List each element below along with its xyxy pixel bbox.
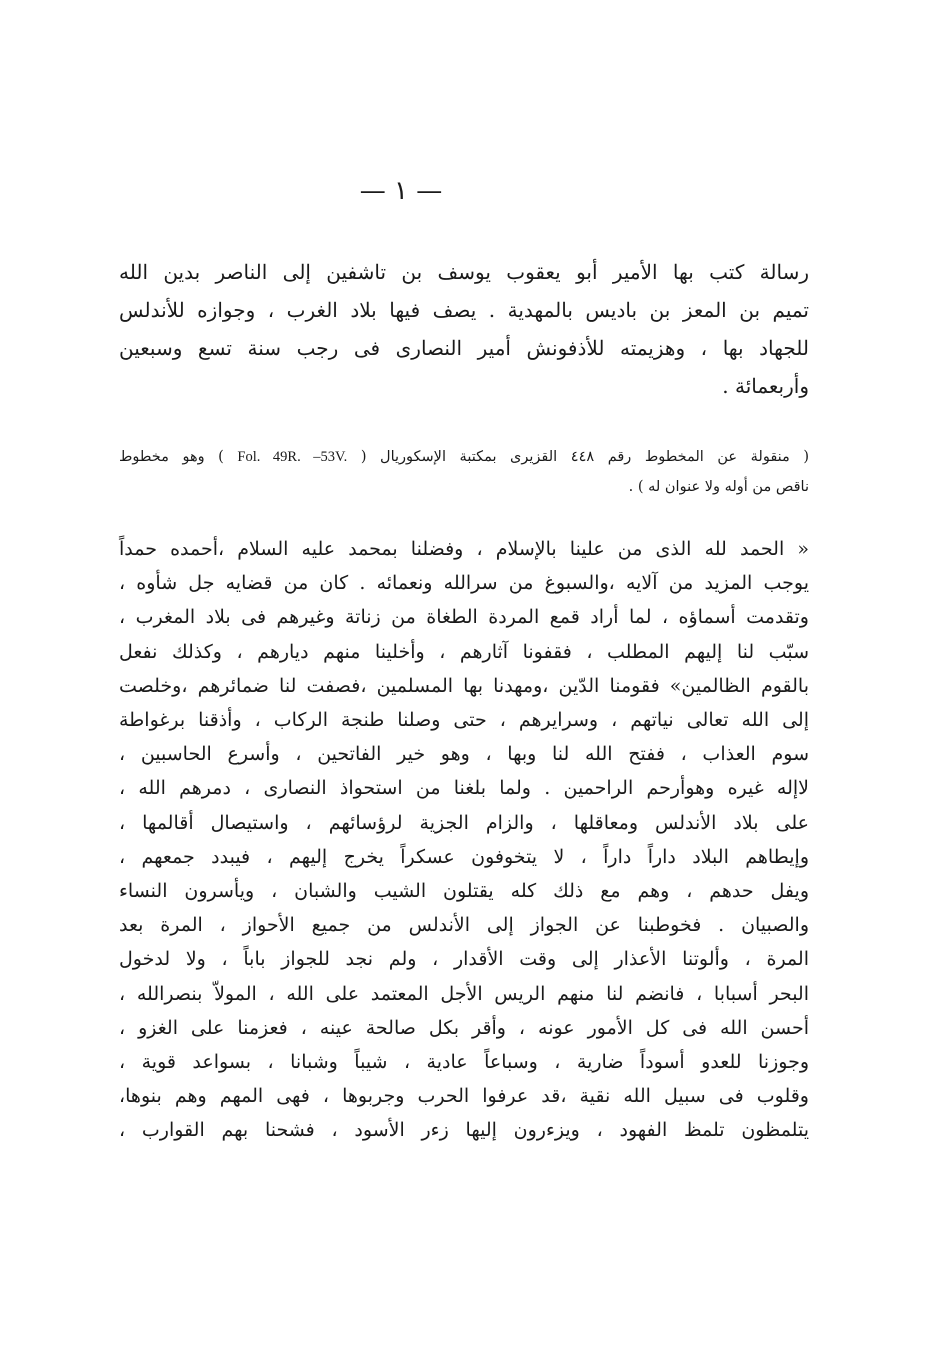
body-line: المرة ، وألوتنا الأعذار إلى وقت الأقدار ، ولم نجد للجواز باباً ، ولا لدخول: [119, 948, 809, 971]
source-note: [119, 442, 809, 502]
body-line: سوم العذاب ، ففتح الله لنا وبها ، وهو خير الفاتحين ، وأسرع الحاسبين ،: [119, 743, 809, 766]
body-line: بالقوم الظالمين» فقومنا الدّين ،ومهدنا بها المسلمين ،فصفت لنا ضمائرهم ،وخلصت: [119, 674, 809, 697]
intro-line: للجهاد بها ، وهزيمته للأذفونش أمير النصارى فى رجب سنة تسع وسبعين: [119, 336, 809, 360]
body-line: على بلاد الأندلس ومعاقلها ، والزام الجزية لرؤسائهم ، واستيصال أقالمها ،: [119, 811, 809, 834]
body-line: يوجب المزيد من آلايه ،والسبوغ من سرالله ونعمائه . كان من قضايه جل شأوه ،: [119, 572, 809, 595]
source-note-line: [119, 442, 809, 472]
letter-body: [119, 532, 809, 1148]
body-line: البحر أسبابا ، فانضم لنا منهم الريس الأجل المعتمد على الله ، المولاّ بنصرالله ،: [119, 982, 809, 1005]
intro-paragraph: [119, 253, 809, 405]
body-line: لاإله غيره وهوأرحم الراحمين . ولما بلغنا من استحواذ النصارى ، دمرهم الله ،: [119, 777, 809, 800]
body-line: والصبيان . فخوطبنا عن الجواز إلى الأندلس من جميع الأحواز ، المرة بعد: [119, 914, 809, 937]
body-line: وقلوب فى سبيل الله نقية ،قد عرفوا الحرب وجربوها ، فهى المهم وهم بنوها،: [119, 1085, 809, 1108]
body-line: وإيطاهم البلاد داراً داراً ، لا يتخوفون عسكراً يخرج إليهم ، فيبدد جمعهم ،: [119, 845, 809, 868]
page-number: — ١ —: [359, 176, 443, 206]
body-line: ويفل حدهم ، وهم مع ذلك كله يقتلون الشيب والشبان ، ويأسرون النساء: [119, 880, 809, 903]
body-line: أحسن الله فى كل الأمور عونه ، وأقر بكل صالحة عينه ، فعزمنا على الغزو ،: [119, 1016, 809, 1039]
body-line: سبّب لنا إليهم المطلب ، فقفونا آثارهم ، وأخلينا منهم ديارهم ، وكذلك نفعل: [119, 640, 809, 663]
source-note-line: ناقص من أوله ولا عنوان له ) .: [628, 479, 809, 495]
body-line: إلى الله تعالى نياتهم ، وسرايرهم ، حتى وصلنا طنجة الركاب ، وأذقنا برغواطة: [119, 709, 809, 732]
folio-reference: Fol. 49R. –53V.: [237, 449, 348, 465]
body-line: « الحمد لله الذى من علينا بالإسلام ، وفضلنا بمحمد عليه السلام ،أحمده حمداً: [119, 538, 809, 560]
body-line: وجوزنا للعدو أسوداً ضارية ، وسباعاً عادية ، شيباً وشبانا ، بسواعد قوية ،: [119, 1051, 809, 1074]
source-note-text: ( منقولة عن المخطوط رقم ٤٤٨ القزيرى بمكتبة الإسكوريال (: [347, 449, 810, 465]
body-line: وتقدمت أسماؤه ، لما أراد قمع المردة الطغاة من زناتة وغيرهم فى بلاد المغرب ،: [119, 606, 809, 629]
body-line: يتلمظون تلمظ الفهود ، ويزءرون إليها زءر الأسود ، فشحنا بهم القوارب ،: [119, 1119, 809, 1142]
intro-line: تميم بن المعز بن باديس بالمهدية . يصف فيها بلاد الغرب ، وجوازه للأندلس: [119, 298, 809, 322]
source-note-text: ) وهو مخطوط: [119, 449, 238, 465]
intro-line: وأربعمائة .: [722, 374, 809, 398]
intro-line: رسالة كتب بها الأمير أبو يعقوب يوسف بن تاشفين إلى الناصر بدين الله: [119, 260, 809, 284]
